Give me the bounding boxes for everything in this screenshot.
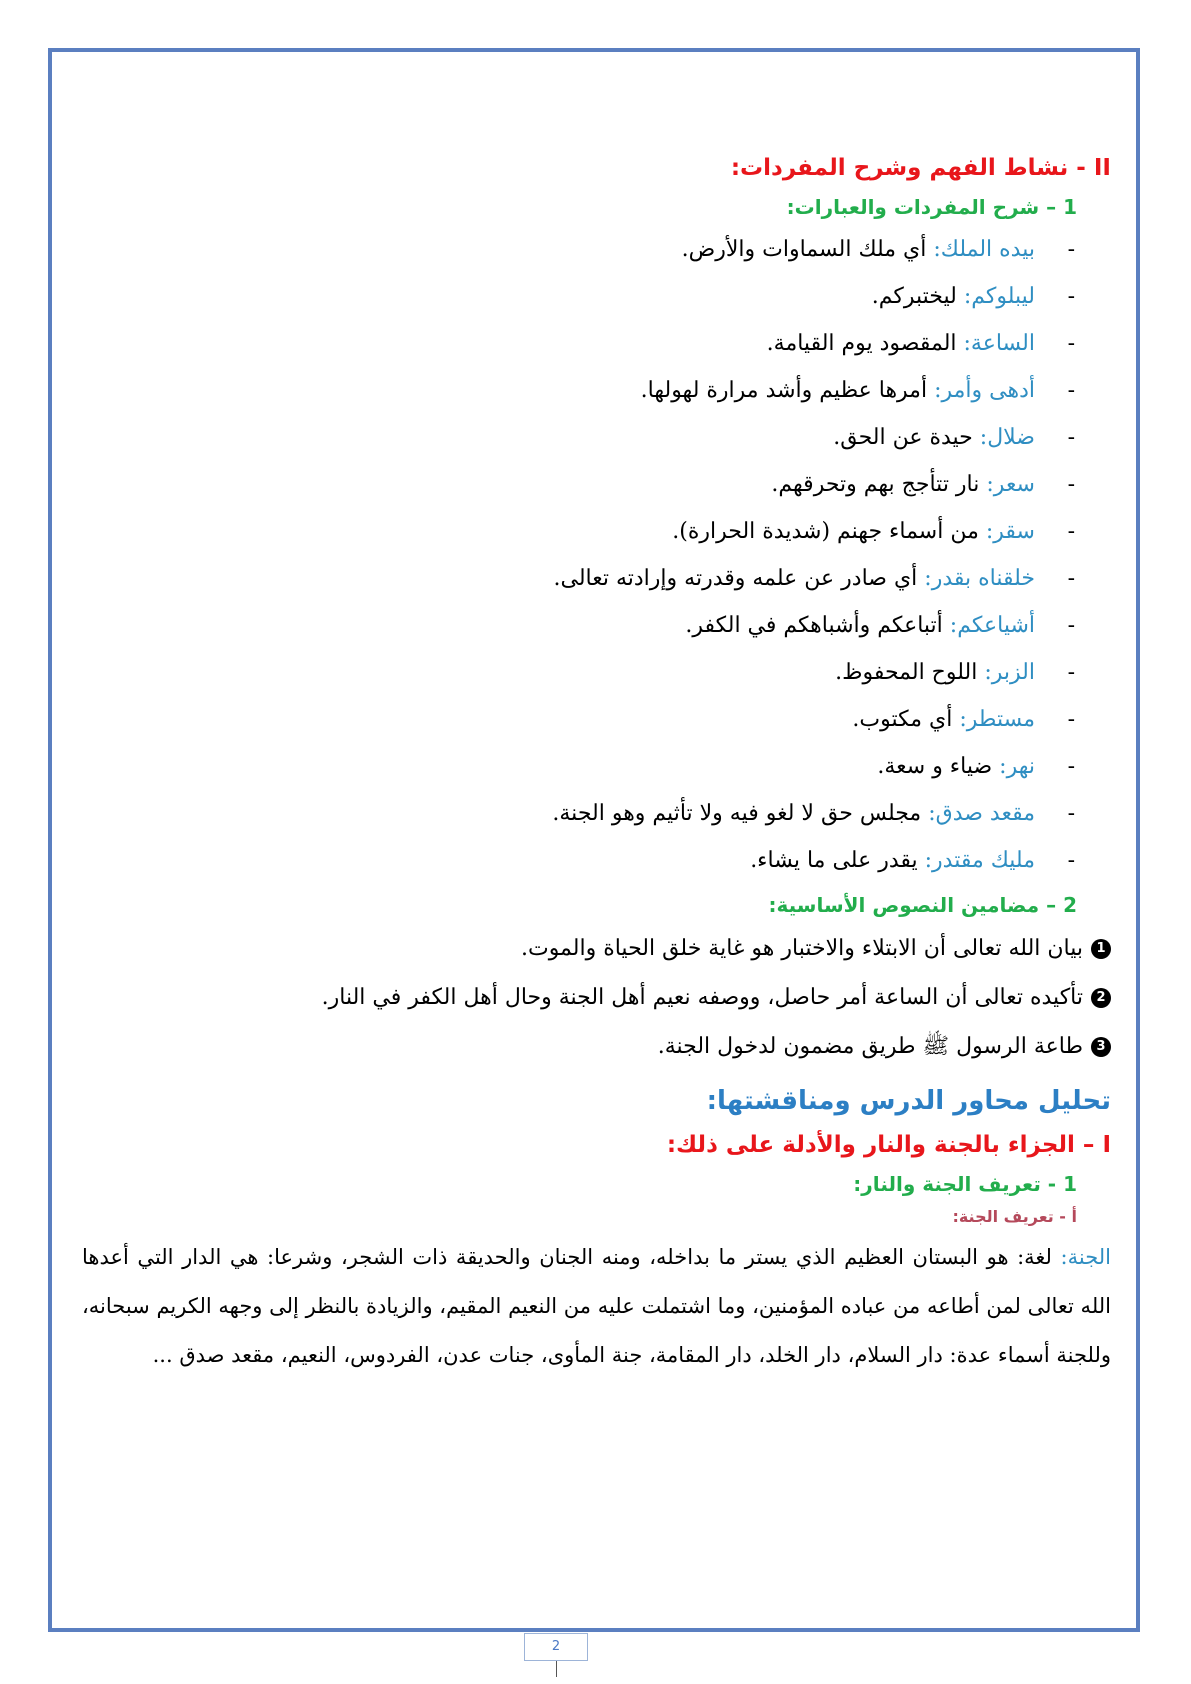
paragraph-term: الجنة: xyxy=(1060,1245,1111,1269)
vocab-item: -ضلال: حيدة عن الحق. xyxy=(833,425,1075,450)
section-title-comprehension: II - نشاط الفهم وشرح المفردات: xyxy=(730,155,1111,181)
vocab-term: الساعة: xyxy=(963,331,1035,356)
vocab-item: -مقعد صدق: مجلس حق لا لغو فيه ولا تأثيم وهو الجنة. xyxy=(552,801,1075,826)
paradise-definition-paragraph xyxy=(82,1233,1111,1380)
section-title-reward: I – الجزاء بالجنة والنار والأدلة على ذلك: xyxy=(666,1132,1111,1158)
themes-heading: 2 – مضامين النصوص الأساسية: xyxy=(768,893,1077,917)
vocab-term: سقر: xyxy=(985,519,1035,544)
vocab-item: -سقر: من أسماء جهنم (شديدة الحرارة). xyxy=(672,519,1075,544)
paragraph-body: لغة: هو البستان العظيم الذي يستر ما بداخله، ومنه الجنان والحديقة ذات الشجر، وشرعا: هي الدار التي أعدها الله تعالى لمن أطاعه من عباده المؤمنين، وما اشتملت عليه من النعيم المقيم، والزيادة بالنظر إلى وجهه الكريم سبحانه، وللجنة أسماء عدة: دار السلام، دار الخلد، دار المقامة، جنة المأوى، جنات عدن، الفردوس، النعيم، مقعد صدق ... xyxy=(82,1245,1111,1367)
vocab-list xyxy=(82,226,1111,884)
definition-heading: 1 - تعريف الجنة والنار: xyxy=(853,1172,1077,1196)
number-badge-icon: 2 xyxy=(1091,988,1111,1008)
number-badge-icon: 1 xyxy=(1091,939,1111,959)
vocab-term: نهر: xyxy=(999,754,1035,779)
paradise-definition-heading: أ - تعريف الجنة: xyxy=(952,1207,1077,1226)
vocab-item: -سعر: نار تتأجج بهم وتحرقهم. xyxy=(771,472,1075,497)
vocab-item: -مستطر: أي مكتوب. xyxy=(852,707,1075,732)
vocab-item: -الزبر: اللوح المحفوظ. xyxy=(835,660,1075,685)
page-content xyxy=(82,150,1111,1380)
analysis-title: تحليل محاور الدرس ومناقشتها: xyxy=(706,1086,1111,1116)
vocab-item: -ليبلوكم: ليختبركم. xyxy=(871,284,1075,309)
vocab-definition: ضياء و سعة. xyxy=(877,754,1000,779)
vocab-definition: أي صادر عن علمه وقدرته وإرادته تعالى. xyxy=(553,566,925,591)
vocab-definition: ليختبركم. xyxy=(871,284,964,309)
vocab-definition: أتباعكم وأشباهكم في الكفر. xyxy=(685,613,950,638)
theme-item xyxy=(82,924,1111,973)
vocab-item: -أدهى وأمر: أمرها عظيم وأشد مرارة لهولها. xyxy=(640,378,1075,403)
vocab-item: -أشياعكم: أتباعكم وأشباهكم في الكفر. xyxy=(685,613,1075,638)
vocab-term: أدهى وأمر: xyxy=(934,378,1035,403)
page-number: 2 xyxy=(524,1633,588,1661)
vocab-item: -مليك مقتدر: يقدر على ما يشاء. xyxy=(750,848,1075,873)
vocab-term: مستطر: xyxy=(959,707,1035,732)
vocab-heading: 1 – شرح المفردات والعبارات: xyxy=(786,195,1077,219)
vocab-definition: مجلس حق لا لغو فيه ولا تأثيم وهو الجنة. xyxy=(552,801,929,826)
theme-item xyxy=(82,1022,1111,1071)
vocab-term: الزبر: xyxy=(984,660,1035,685)
vocab-term: بيده الملك: xyxy=(933,237,1035,262)
vocab-definition: يقدر على ما يشاء. xyxy=(750,848,925,873)
vocab-definition: من أسماء جهنم (شديدة الحرارة). xyxy=(672,519,986,544)
vocab-definition: اللوح المحفوظ. xyxy=(835,660,985,685)
vocab-definition: أمرها عظيم وأشد مرارة لهولها. xyxy=(640,378,935,403)
vocab-term: مقعد صدق: xyxy=(928,801,1035,826)
vocab-term: أشياعكم: xyxy=(949,613,1035,638)
number-badge-icon: 3 xyxy=(1091,1037,1111,1057)
vocab-item: -الساعة: المقصود يوم القيامة. xyxy=(766,331,1075,356)
vocab-definition: حيدة عن الحق. xyxy=(833,425,980,450)
vocab-term: مليك مقتدر: xyxy=(924,848,1035,873)
vocab-definition: أي مكتوب. xyxy=(852,707,960,732)
vocab-definition: نار تتأجج بهم وتحرقهم. xyxy=(771,472,987,497)
theme-text: طاعة الرسول ﷺ طريق مضمون لدخول الجنة. xyxy=(657,1034,1083,1059)
theme-text: تأكيده تعالى أن الساعة أمر حاصل، ووصفه نعيم أهل الجنة وحال أهل الكفر في النار. xyxy=(321,985,1083,1010)
vocab-definition: أي ملك السماوات والأرض. xyxy=(681,237,934,262)
theme-text: بيان الله تعالى أن الابتلاء والاختبار هو غاية خلق الحياة والموت. xyxy=(520,936,1083,961)
theme-item xyxy=(82,973,1111,1022)
vocab-definition: المقصود يوم القيامة. xyxy=(766,331,964,356)
vocab-term: ضلال: xyxy=(979,425,1035,450)
vocab-term: خلقناه بقدر: xyxy=(924,566,1035,591)
vocab-term: سعر: xyxy=(986,472,1035,497)
page-number-tick xyxy=(556,1661,557,1677)
vocab-term: ليبلوكم: xyxy=(963,284,1035,309)
vocab-item: -بيده الملك: أي ملك السماوات والأرض. xyxy=(681,237,1075,262)
vocab-item: -نهر: ضياء و سعة. xyxy=(877,754,1075,779)
themes-list xyxy=(82,924,1111,1071)
vocab-item: -خلقناه بقدر: أي صادر عن علمه وقدرته وإرادته تعالى. xyxy=(553,566,1075,591)
